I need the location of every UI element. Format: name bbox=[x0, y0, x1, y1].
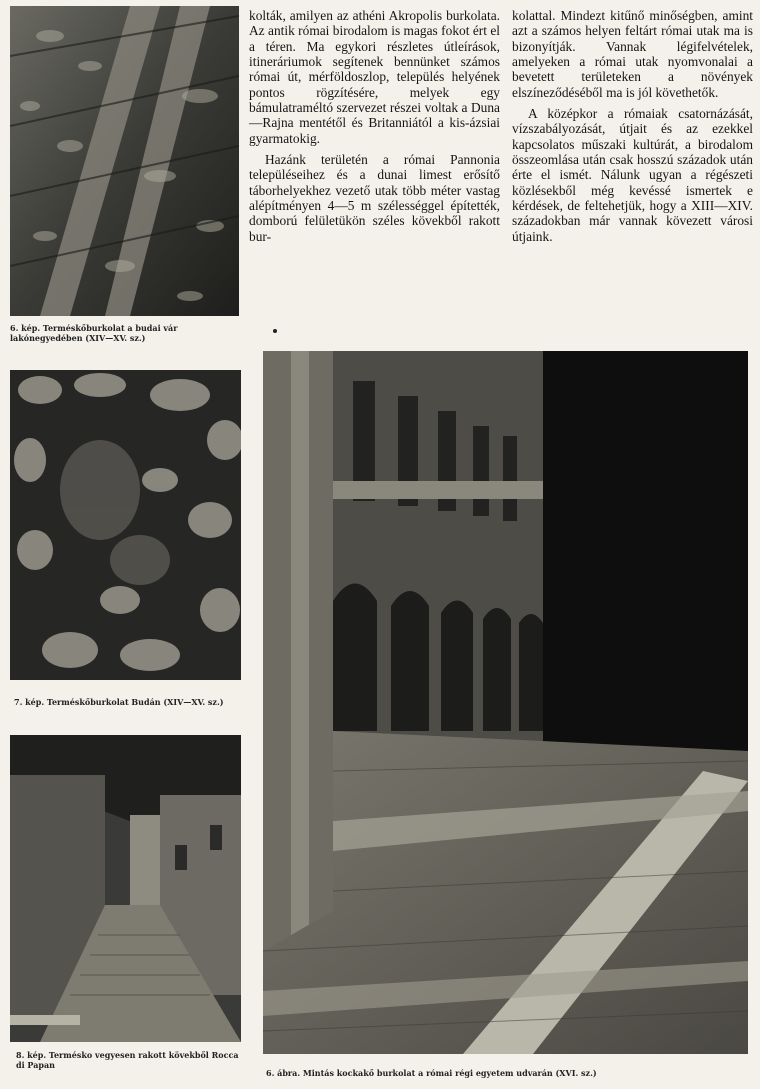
bullet-dot bbox=[273, 329, 277, 333]
figure-8-caption: 8. kép. Termésko vegyesen rakott kövekből Rocca di Papan bbox=[16, 1050, 239, 1070]
text-column-1 bbox=[249, 8, 500, 244]
column2-paragraph-1: kolattal. Mindezt kitűnő minőségben, amint azt a számos helyen feltárt római utak ma is bizonyítják. Vannak légifelvételek, amelyeken a római utak nyomvonalai a bevetett területeken a növények elszíneződéséből ma is jól követhetők. bbox=[512, 8, 753, 100]
photo-roman-university-courtyard bbox=[263, 351, 748, 1054]
text-column-2 bbox=[512, 8, 753, 244]
courtyard-photo-graphic bbox=[263, 351, 748, 1054]
cobblestone-photo-graphic bbox=[10, 370, 241, 680]
street-photo-graphic bbox=[10, 735, 241, 1042]
column1-paragraph-1: kolták, amilyen az athéni Akropolis burkolata. Az antik római birodalom is magas fokot ért el a téren. Ma egykori részletes útleírások, itineráriumok segítenek bennünket számos római út, mérföldoszlop, település helyének pontos rögzítésére, melyek egy bámulatraméltó szervezet részei voltak a Duna—Rajna mentétől és Britanniától a kis-ázsiai gyarmatokig. bbox=[249, 8, 500, 146]
column2-paragraph-2: A középkor a rómaiak csatornázását, vízszabályozását, útjait és az ezekkel kapcsolatos műszaki kultúrát, a birodalom összeomlása után csak hosszú századok után érte el ismét. Nálunk ugyan a régészeti közlésekből még kevéssé ismertek e kérdések, de feltehetjük, hogy a XIII—XIV. századokban már vannak kövezett városi útjaink. bbox=[512, 106, 753, 244]
photo-stone-paving-buda-castle bbox=[10, 6, 239, 316]
column1-paragraph-2: Hazánk területén a római Pannonia településeihez és a dunai limest erősítő táborhelyekhez vezető utak több méter vastag alépítményen 4—5 m szélességgel építették, domború felületükön széles kövekből rakott bur- bbox=[249, 152, 500, 244]
photo-stone-paving-buda bbox=[10, 370, 241, 680]
photo-rocca-di-papa-street bbox=[10, 735, 241, 1042]
figure-7-caption: 7. kép. Terméskőburkolat Budán (XIV—XV. sz.) bbox=[14, 697, 224, 707]
figure-6a-caption: 6. ábra. Mintás kockakő burkolat a római régi egyetem udvarán (XVI. sz.) bbox=[266, 1068, 597, 1078]
figure-6-caption: 6. kép. Terméskőburkolat a budai vár lakónegyedében (XIV—XV. sz.) bbox=[10, 323, 178, 343]
paving-photo-graphic bbox=[10, 6, 239, 316]
